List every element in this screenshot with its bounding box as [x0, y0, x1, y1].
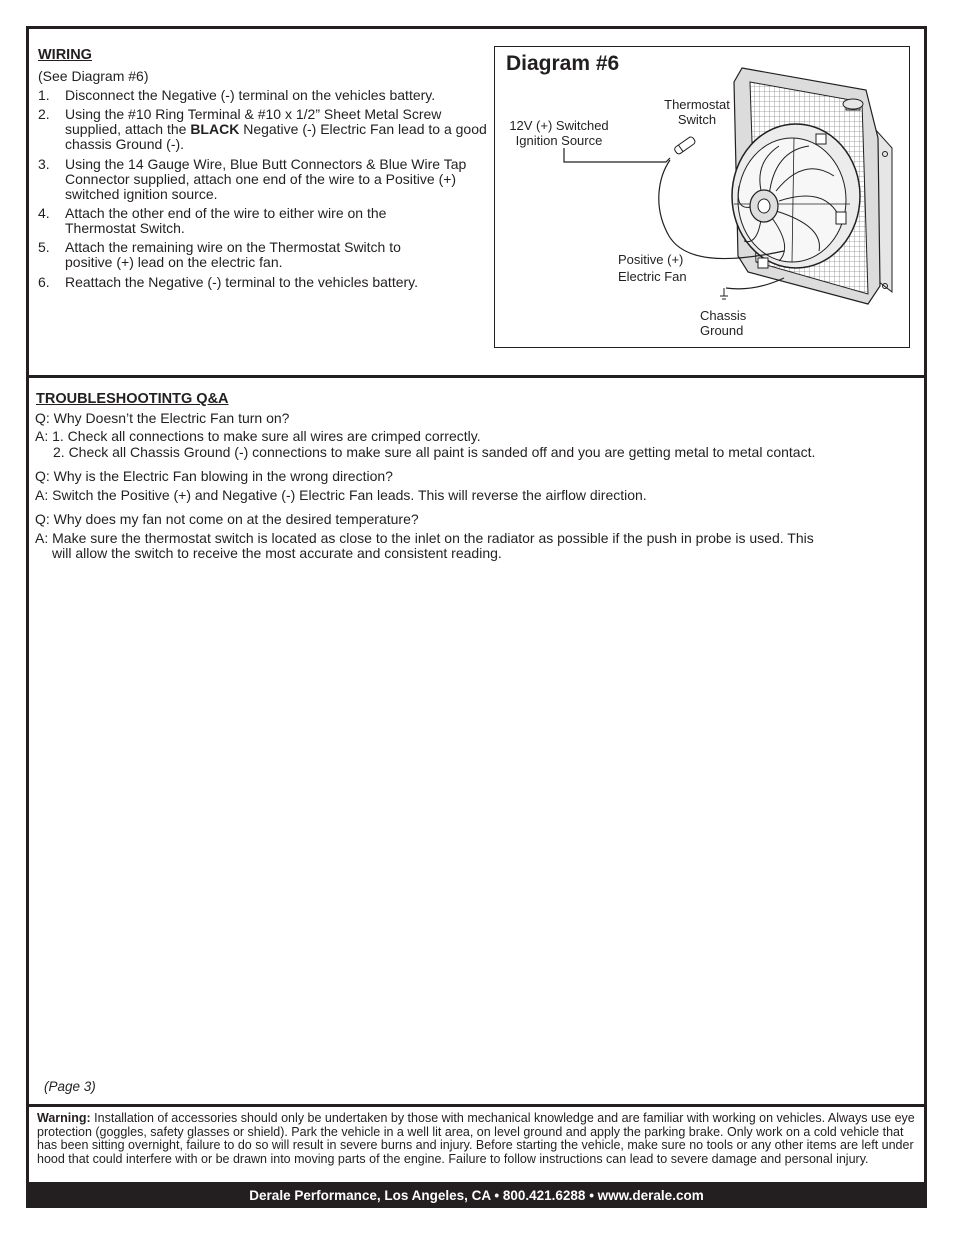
answer-3-line-1: A: Make sure the thermostat switch is located as close to the inlet on the radiator as possible if the push in probe is used. This [35, 530, 814, 546]
label-line: Electric Fan [618, 269, 687, 284]
answer-1-line-2: 2. Check all Chassis Ground (-) connections to make sure all paint is sanded off and you are getting metal to metal contact. [53, 444, 816, 460]
question-3: Q: Why does my fan not come on at the desired temperature? [35, 511, 419, 527]
label-line: Ground [700, 323, 744, 338]
answer-1-line-1: A: 1. Check all connections to make sure all wires are crimped correctly. [35, 428, 481, 444]
label-line: Ignition Source [515, 133, 603, 148]
step-number: 5. [38, 239, 50, 255]
section-divider-top [26, 375, 927, 378]
page-number: (Page 3) [44, 1079, 96, 1094]
diagram-title: Diagram #6 [506, 52, 620, 75]
step-text: Reattach the Negative (-) terminal to the vehicles battery. [65, 274, 419, 290]
label-line: Positive (+) [618, 252, 684, 267]
footer-contact-bar: Derale Performance, Los Angeles, CA • 800.421.6288 • www.derale.com [26, 1182, 927, 1208]
step-text: Disconnect the Negative (-) terminal on the vehicles battery. [65, 87, 436, 103]
radiator-fan-illustration [494, 46, 910, 348]
step-number: 6. [38, 274, 50, 290]
warning-label: Warning: [37, 1111, 91, 1125]
wiring-title: WIRING [38, 47, 92, 63]
step-number: 4. [38, 205, 50, 221]
ignition-source-label [500, 118, 618, 148]
positive-fan-label [618, 251, 687, 285]
thermostat-switch-label [652, 97, 742, 127]
label-line: Thermostat [664, 97, 730, 112]
chassis-ground-label [700, 308, 746, 338]
step-text-part: Negative (-) Electric Fan lead to a good chassis Ground (-). [65, 121, 487, 152]
step-text: Attach the other end of the wire to either wire on the Thermostat Switch. [65, 205, 387, 236]
step-text-part: Using the #10 Ring Terminal & #10 x 1/2” Sheet Metal Screw supplied, attach the [65, 106, 442, 137]
answer-2: A: Switch the Positive (+) and Negative (-) Electric Fan leads. This will reverse the airflow direction. [35, 487, 647, 503]
label-line: Switch [677, 112, 717, 127]
warning-text: Installation of accessories should only be undertaken by those with mechanical knowledge and are familiar with working on vehicles. Always use eye protection (goggles, safety glasses or shield). Park the vehicle in a well lit area, on level ground and apply the parking brake. Only work on a cold vehicle that has been sitting overnight, failure to do so will result in severe burns and injury. Before starting the vehicle, make sure no tools or any other items are left under hood that could interfere with or be drawn into moving parts of the engine. Failure to follow instructions can lead to severe damage and personal injury. [37, 1111, 915, 1166]
step-number: 3. [38, 156, 50, 172]
step-number: 1. [38, 87, 50, 103]
step-text-bold: BLACK [190, 121, 240, 137]
answer-3-line-2: will allow the switch to receive the most accurate and consistent reading. [52, 545, 502, 561]
step-text [65, 107, 490, 152]
question-1: Q: Why Doesn’t the Electric Fan turn on? [35, 410, 290, 426]
step-number: 2. [38, 106, 50, 122]
section-divider-bottom [26, 1104, 927, 1107]
label-line: 12V (+) Switched [509, 118, 609, 133]
step-text: Attach the remaining wire on the Thermostat Switch to positive (+) lead on the electric fan. [65, 239, 401, 270]
step-text: Using the 14 Gauge Wire, Blue Butt Connectors & Blue Wire Tap Connector supplied, attach one end of the wire to a Positive (+) switched ignition source. [65, 156, 467, 202]
question-2: Q: Why is the Electric Fan blowing in the wrong direction? [35, 468, 393, 484]
see-diagram-note: (See Diagram #6) [38, 68, 149, 84]
warning-notice [37, 1112, 921, 1166]
label-line: Chassis [700, 308, 747, 323]
troubleshooting-title: TROUBLESHOOTINTG Q&A [36, 391, 229, 407]
